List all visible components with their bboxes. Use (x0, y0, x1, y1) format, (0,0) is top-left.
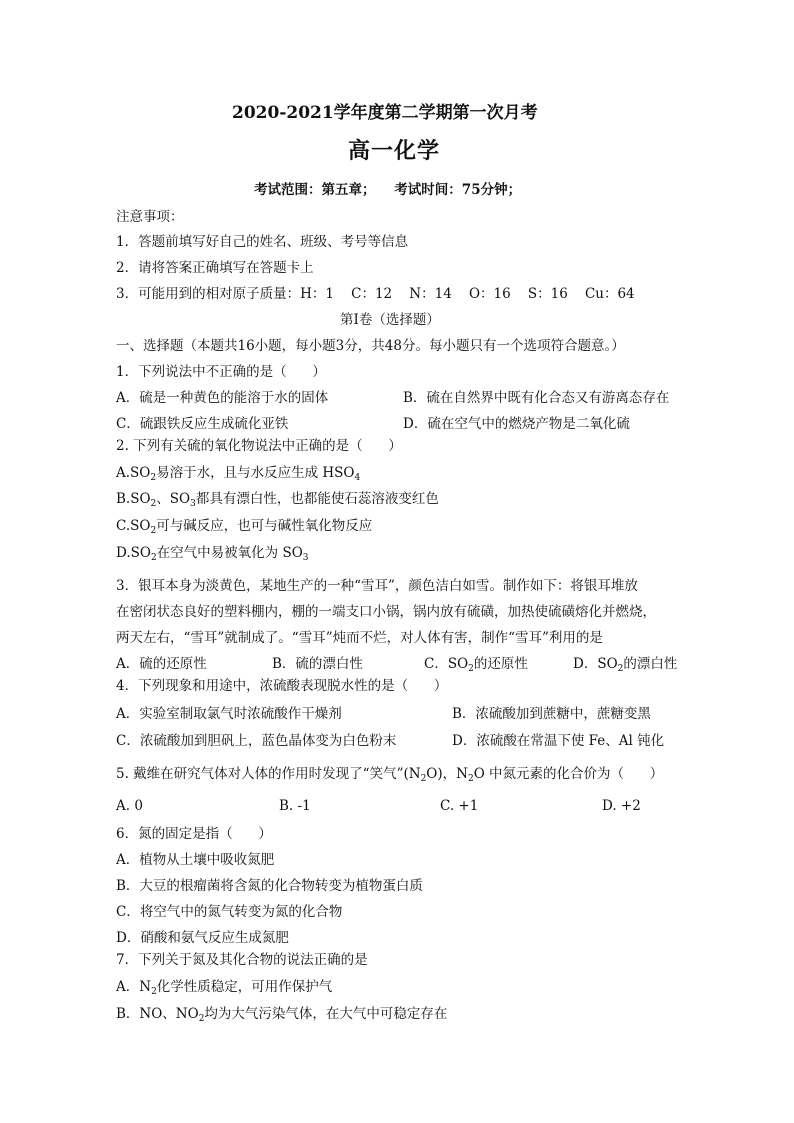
question-7-stem: 7．下列关于氮及其化合物的说法正确的是 (116, 952, 368, 968)
question-4-stem: 4．下列现象和用途中，浓硫酸表现脱水性的是（ ） (116, 678, 448, 694)
q2-option-c: $C.SO_2$可与碱反应，也可与碱性氧化物反应 (116, 518, 373, 536)
q6-option-b: B．大豆的根瘤菌将含氮的化合物转变为植物蛋白质 (116, 878, 423, 894)
q3-option-a: A．硫的还原性 (116, 656, 207, 672)
q1-option-d: D．硫在空气中的燃烧产物是二氧化硫 (403, 416, 630, 432)
section-instructions: 一、选择题（本题共16小题，每小题3分，共48分。每小题只有一个选项符合题意。） (116, 338, 625, 354)
exam-info: 考试范围：第五章； 考试时间：75分钟； (254, 182, 522, 198)
q2-option-a: $A.SO_2$易溶于水，且与水反应生成 $HSO_4$ (116, 465, 361, 483)
q7-option-b: B．NO、$NO_2$均为大气污染气体，在大气中可稳定存在 (116, 1006, 448, 1024)
q6-option-c: C．将空气中的氮气转变为氮的化合物 (116, 904, 343, 920)
q3-option-c: C．$SO_2$的还原性 (424, 656, 528, 674)
question-3-line: 在密闭状态良好的塑料棚内，棚的一端支口小锅，锅内放有硫磺，加热使硫磺熔化并燃烧， (116, 604, 656, 620)
subject-title: 高一化学 (348, 138, 441, 164)
q6-option-d: D．硝酸和氨气反应生成氮肥 (116, 930, 289, 946)
note-item: 1．答题前填写好自己的姓名、班级、考号等信息 (116, 234, 409, 250)
q1-option-c: C．硫跟铁反应生成硫化亚铁 (116, 416, 289, 432)
q4-option-b: B．浓硫酸加到蔗糖中，蔗糖变黑 (452, 706, 651, 722)
q5-option-d: D. +2 (602, 798, 641, 814)
notes-heading: 注意事项： (116, 209, 184, 225)
q7-option-a: A．$N_2$化学性质稳定，可用作保护气 (116, 979, 333, 997)
q6-option-a: A．植物从土壤中吸收氮肥 (116, 852, 275, 868)
question-5-stem: 5. 戴维在研究气体对人体的作用时发现了“笑气$”(N_2O)$，$N_2O$ 中氮元素的化合价为（ ） (116, 766, 664, 784)
section-title: 第I卷（选择题） (340, 312, 440, 328)
q5-option-c: C. +1 (440, 798, 479, 814)
question-3-line: 3．银耳本身为淡黄色，某地生产的一种“雪耳”，颜色洁白如雪。制作如下：将银耳堆放 (116, 578, 638, 594)
q3-option-b: B．硫的漂白性 (272, 656, 363, 672)
q5-option-a: A. 0 (116, 798, 143, 814)
q1-option-b: B．硫在自然界中既有化合态又有游离态存在 (403, 390, 670, 406)
q1-option-a: A．硫是一种黄色的能溶于水的固体 (116, 390, 329, 406)
question-6-stem: 6．氮的固定是指（ ） (116, 826, 272, 842)
question-1-stem: 1．下列说法中不正确的是（ ） (116, 364, 326, 380)
exam-title: 2020-2021学年度第二学期第一次月考 (232, 103, 538, 123)
note-item: 3．可能用到的相对原子质量：H：1 C：12 N：14 O：16 S：16 Cu：64 (116, 286, 635, 302)
q4-option-c: C．浓硫酸加到胆矾上，蓝色晶体变为白色粉末 (116, 733, 397, 749)
q3-option-d: D．$SO_2$的漂白性 (573, 656, 678, 674)
q4-option-a: A．实验室制取氯气时浓硫酸作干燥剂 (116, 706, 342, 722)
question-2-stem: 2. 下列有关硫的氧化物说法中正确的是（ ） (116, 438, 402, 454)
q2-option-d: $D.SO_2$在空气中易被氧化为 $SO_3$ (116, 545, 309, 563)
q5-option-b: B. -1 (279, 798, 311, 814)
note-item: 2．请将答案正确填写在答题卡上 (116, 260, 314, 276)
q2-option-b: $B.SO_2$、$SO_3$都具有漂白性，也都能使石蕊溶液变红色 (116, 491, 439, 509)
q4-option-d: D．浓硫酸在常温下使 Fe、Al 钝化 (452, 733, 665, 749)
question-3-line: 两天左右，“雪耳”就制成了。“雪耳”炖而不烂，对人体有害，制作“雪耳”利用的是 (116, 630, 603, 646)
